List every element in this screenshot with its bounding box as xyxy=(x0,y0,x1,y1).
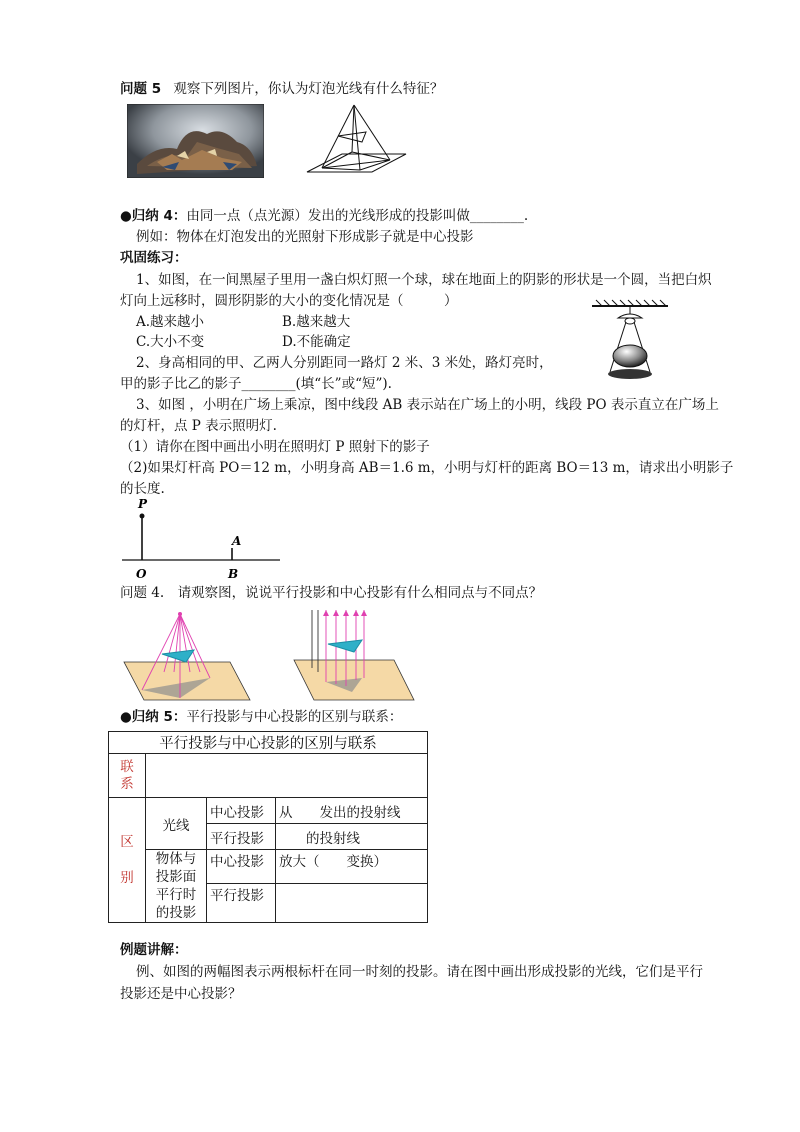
table-lianxi-label: 联 系 xyxy=(109,754,146,798)
summary5-text: 平行投影与中心投影的区别与联系： xyxy=(186,709,403,725)
table-r3-type: 中心投影 xyxy=(207,850,276,884)
summary5-line xyxy=(120,708,402,726)
table-r4-type: 平行投影 xyxy=(207,884,276,923)
table-guangxian-label: 光线 xyxy=(146,798,207,850)
q3-sub1: （1）请你在图中画出小明在照明灯 P 照射下的影子 xyxy=(120,439,430,455)
q3-sub2-line2: 的长度. xyxy=(120,481,165,497)
label-o: O xyxy=(136,567,147,581)
summary5-label: ●归纳 5： xyxy=(120,709,187,725)
table-qubie-label: 区 别 xyxy=(109,798,146,923)
q3-line2: 的灯杆，点 P 表示照明灯. xyxy=(120,418,277,434)
label-p: P xyxy=(138,497,148,511)
shadow-photo xyxy=(127,104,264,178)
lamp-ball-figure xyxy=(588,298,672,384)
example-line1 xyxy=(136,963,703,981)
practice-heading: 巩固练习： xyxy=(120,250,188,266)
table-lianxi-content xyxy=(146,754,428,798)
table-r1-desc: 从 发出的投射线 xyxy=(276,798,428,824)
table-r1-type: 中心投影 xyxy=(207,798,276,824)
q1-line1: 1、如图，在一间黑屋子里用一盏白炽灯照一个球，球在地面上的阴影的形状是一个圆，当把白炽 xyxy=(136,272,712,288)
parallel-projection-figure xyxy=(290,606,420,704)
comparison-table xyxy=(108,731,428,923)
q3-sub2-line1: （2)如果灯杆高 PO＝12 m，小明身高 AB＝1.6 m，小明与灯杆的距离 BO＝13 m，请求出小明影子 xyxy=(120,460,734,476)
lamp-post-figure xyxy=(118,494,284,586)
summary4-label: ●归纳 4： xyxy=(120,208,187,224)
problem5-label: 问题 5 xyxy=(120,81,162,97)
label-b: B xyxy=(228,567,239,581)
table-r2-desc: 的投射线 xyxy=(276,824,428,850)
q3-line1: 3、如图 ，小明在广场上乘凉，图中线段 AB 表示站在广场上的小明，线段 PO 表示直立在广场上 xyxy=(136,397,719,413)
table-r3-desc: 放大（ 变换） xyxy=(276,850,428,884)
summary4-example: 例如：物体在灯泡发出的光照射下形成影子就是中心投影 xyxy=(136,229,474,245)
q1-option-d: D.不能确定 xyxy=(282,334,351,350)
problem5-line xyxy=(120,80,443,98)
problem5-text: 观察下列图片，你认为灯泡光线有什么特征？ xyxy=(173,81,444,97)
ground-plane xyxy=(307,154,406,172)
table-r4-desc xyxy=(276,884,428,923)
label-a: A xyxy=(232,534,242,548)
example-heading: 例题讲解： xyxy=(120,942,188,958)
table-r2-type: 平行投影 xyxy=(207,824,276,850)
q2-line2: 甲的影子比乙的影子________(填“长”或“短”). xyxy=(120,376,392,392)
problem4-text: 问题 4. 请观察图，说说平行投影和中心投影有什么相同点与不同点？ xyxy=(120,585,543,601)
q2-line1: 2、身高相同的甲、乙两人分别距同一路灯 2 米、3 米处，路灯亮时， xyxy=(136,355,553,371)
pyramid-projection-figure xyxy=(302,102,412,180)
summary4-text: 由同一点（点光源）发出的光线形成的投影叫做________. xyxy=(186,208,529,224)
central-projection-figure xyxy=(118,610,258,704)
q1-option-b: B.越来越大 xyxy=(282,314,351,330)
q1-option-a: A.越来越小 xyxy=(136,314,205,330)
example-text-line1: 例、如图的两幅图表示两根标杆在同一时刻的投影。请在图中画出形成投影的光线，它们是平行 xyxy=(136,964,703,980)
q1-option-c: C.大小不变 xyxy=(136,334,205,350)
table-wuti-label: 物体与 投影面 平行时 的投影 xyxy=(146,850,207,923)
summary4-line xyxy=(120,207,528,225)
example-line2: 投影还是中心投影？ xyxy=(120,986,242,1002)
lamp-point-p xyxy=(140,514,145,519)
q1-line2: 灯向上远移时，圆形阴影的大小的变化情况是（ ） xyxy=(120,293,458,309)
table-title: 平行投影与中心投影的区别与联系 xyxy=(109,732,428,754)
